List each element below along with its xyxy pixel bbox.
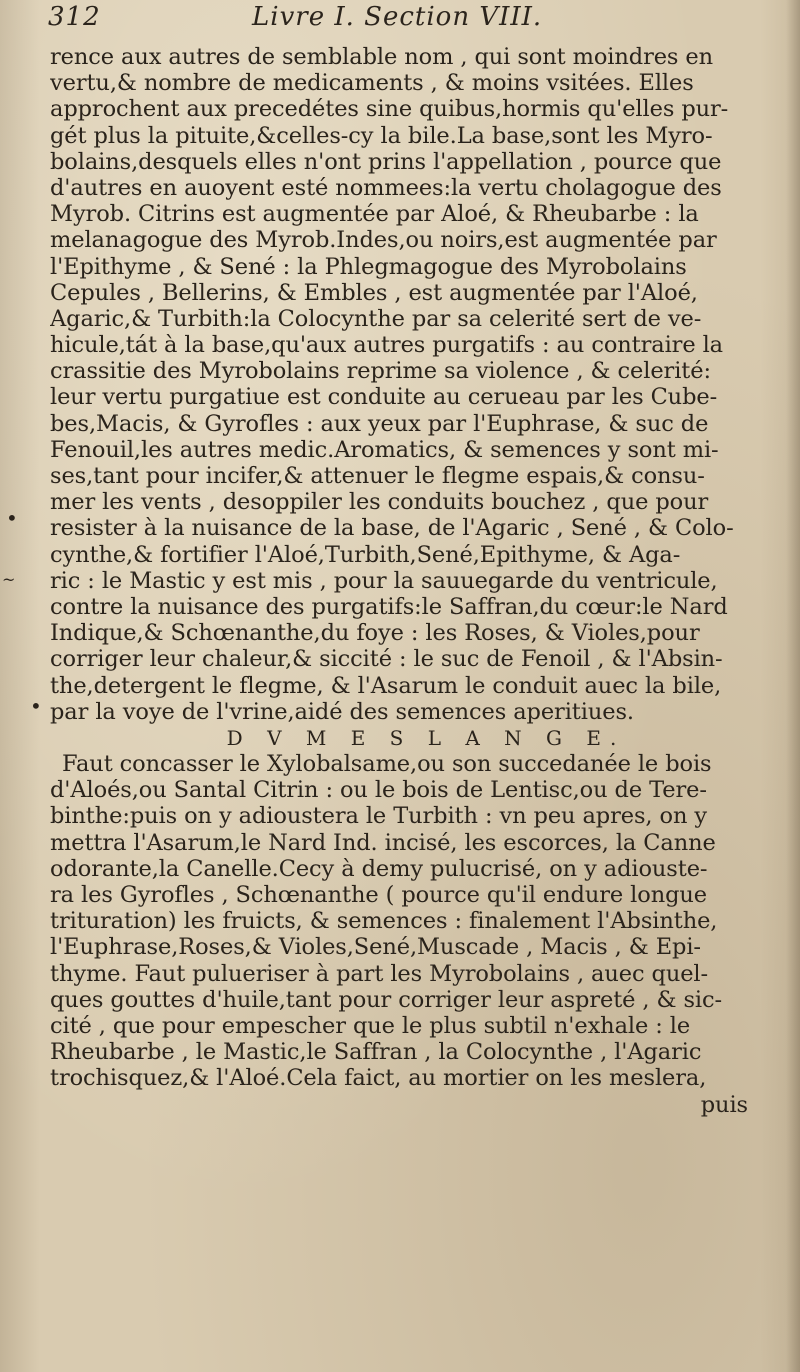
text-line: par la voye de l'vrine,aidé des semences aperitiues. bbox=[50, 698, 634, 725]
text-line: odorante,la Canelle.Cecy à demy pulucrisé, on y adiouste- bbox=[50, 855, 708, 882]
running-title: Livre I. Section VIII. bbox=[252, 2, 543, 32]
text-line: Faut concasser le Xylobalsame,ou son succedanée le bois bbox=[62, 751, 712, 778]
text-line: Fenouil,les autres medic.Aromatics, & semences y sont mi- bbox=[50, 436, 719, 463]
text-line: d'Aloés,ou Santal Citrin : ou le bois de Lentisc,ou de Tere- bbox=[50, 777, 707, 804]
catchword: puis bbox=[700, 1091, 748, 1118]
text-line: cité , que pour empescher que le plus subtil n'exhale : le bbox=[50, 1012, 691, 1039]
text-line: corriger leur chaleur,& siccité : le suc de Fenoil , & l'Absin- bbox=[50, 646, 723, 673]
section-heading: D V M E S L A N G E. bbox=[226, 725, 626, 750]
text-line: crassitie des Myrobolains reprime sa violence , & celerité: bbox=[50, 358, 711, 385]
text-line: Agaric,& Turbith:la Colocynthe par sa celerité sert de ve- bbox=[50, 305, 702, 332]
text-line: approchent aux precedétes sine quibus,hormis qu'elles pur- bbox=[50, 96, 729, 123]
text-line: the,detergent le flegme, & l'Asarum le conduit auec la bile, bbox=[50, 672, 722, 699]
text-line: mer les vents , desoppiler les conduits bouchez , que pour bbox=[50, 489, 709, 516]
margin-mark: • bbox=[30, 694, 42, 718]
text-line: rence aux autres de semblable nom , qui sont moindres en bbox=[50, 44, 714, 70]
page-header bbox=[40, 2, 760, 38]
page-number: 312 bbox=[48, 2, 101, 32]
margin-mark: • bbox=[6, 506, 18, 530]
text-line: contre la nuisance des purgatifs:le Saffran,du cœur:le Nard bbox=[50, 593, 728, 620]
text-line: vertu,& nombre de medicaments , & moins vsitées. Elles bbox=[50, 70, 694, 97]
text-line: ric : le Mastic y est mis , pour la sauuegarde du ventricule, bbox=[50, 567, 718, 594]
text-line: leur vertu purgatiue est conduite au cerueau par les Cube- bbox=[50, 384, 718, 411]
margin-mark: ~ bbox=[2, 570, 16, 589]
text-line: trochisquez,& l'Aloé.Cela faict, au mortier on les meslera, bbox=[50, 1065, 707, 1092]
text-line: Indique,& Schœnanthe,du foye : les Roses, & Violes,pour bbox=[50, 620, 700, 647]
text-line: hicule,tát à la base,qu'aux autres purgatifs : au contraire la bbox=[50, 332, 723, 359]
text-line: bolains,desquels elles n'ont prins l'appellation , pource que bbox=[50, 148, 722, 175]
text-line: ques gouttes d'huile,tant pour corriger leur aspreté , & sic- bbox=[50, 986, 723, 1013]
text-line: thyme. Faut pulueriser à part les Myrobolains , auec quel- bbox=[50, 960, 709, 987]
text-line: ra les Gyrofles , Schœnanthe ( pource qu'il endure longue bbox=[50, 882, 707, 908]
text-line: Myrob. Citrins est augmentée par Aloé, & Rheubarbe : la bbox=[50, 201, 699, 228]
text-line: d'autres en auoyent esté nommees:la vertu cholagogue des bbox=[50, 174, 722, 201]
text-line: resister à la nuisance de la base, de l'Agaric , Sené , & Colo- bbox=[50, 515, 734, 542]
text-line: l'Epithyme , & Sené : la Phlegmagogue des Myrobolains bbox=[50, 253, 687, 280]
text-line: Cepules , Bellerins, & Embles , est augmentée par l'Aloé, bbox=[50, 279, 698, 306]
page-edge-shadow bbox=[786, 0, 800, 1372]
text-line: ses,tant pour incifer,& attenuer le flegme espais,& consu- bbox=[50, 463, 705, 489]
text-line: bes,Macis, & Gyrofles : aux yeux par l'Euphrase, & suc de bbox=[50, 410, 709, 437]
text-line: Rheubarbe , le Mastic,le Saffran , la Colocynthe , l'Agaric bbox=[50, 1039, 702, 1066]
text-line: cynthe,& fortifier l'Aloé,Turbith,Sené,Epithyme, & Aga- bbox=[50, 541, 681, 568]
text-line: gét plus la pituite,&celles-cy la bile.La base,sont les Myro- bbox=[50, 122, 713, 149]
text-line: trituration) les fruicts, & semences : finalement l'Absinthe, bbox=[50, 908, 718, 935]
body-text bbox=[50, 44, 772, 1118]
text-line: melanagogue des Myrob.Indes,ou noirs,est augmentée par bbox=[50, 227, 717, 254]
text-line: binthe:puis on y adioustera le Turbith : vn peu apres, on y bbox=[50, 803, 708, 830]
text-line: l'Euphrase,Roses,& Violes,Sené,Muscade , Macis , & Epi- bbox=[50, 934, 701, 961]
text-line: mettra l'Asarum,le Nard Ind. incisé, les escorces, la Canne bbox=[50, 829, 716, 856]
